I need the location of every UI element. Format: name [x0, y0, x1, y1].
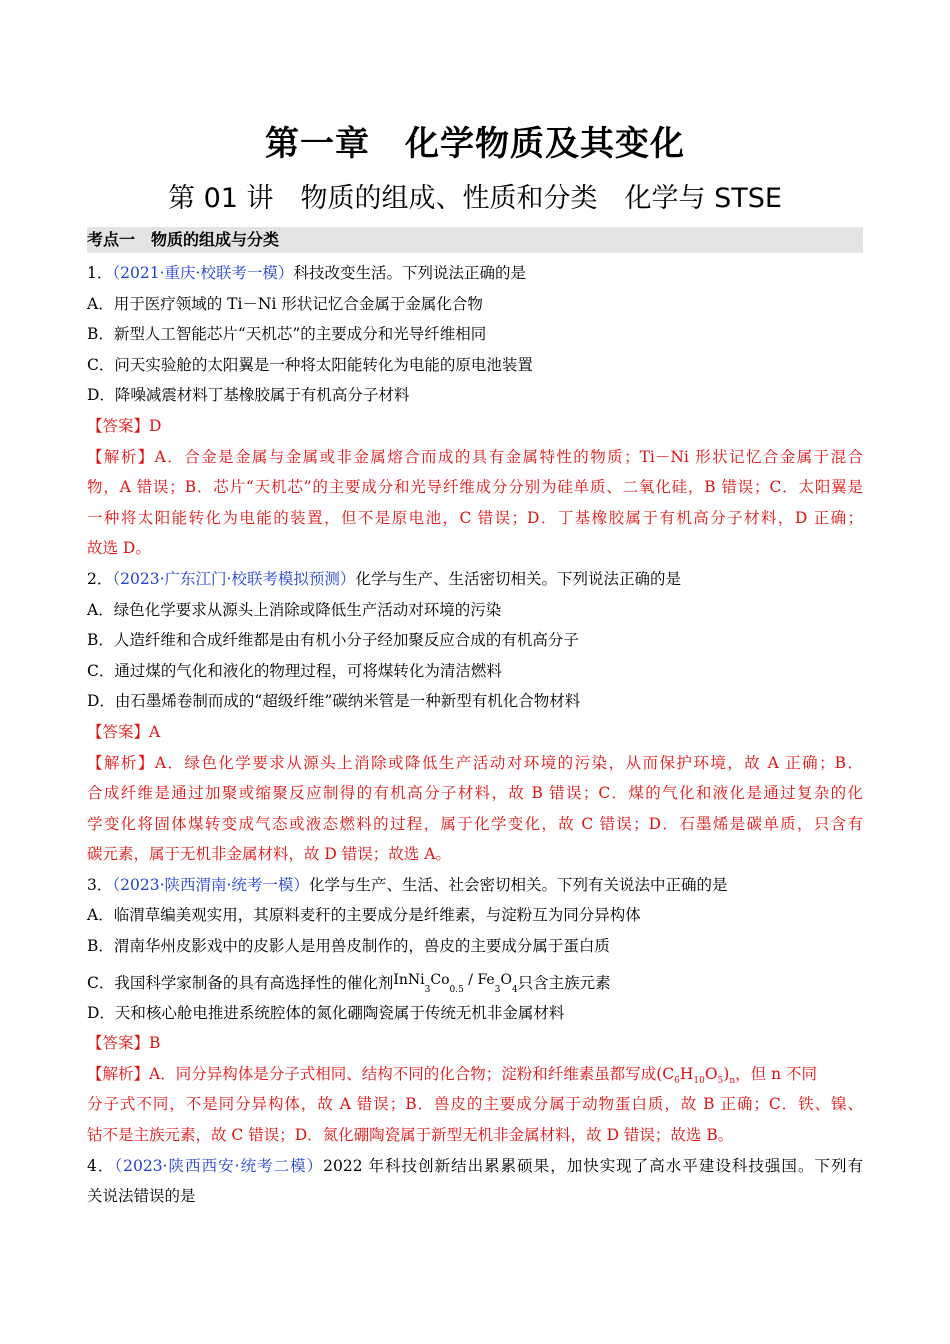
analysis-line: 一种将太阳能转化为电能的装置，但不是原电池，C 错误；D．丁基橡胶属于有机高分子材料，D 正确；: [87, 508, 863, 527]
option-c: C．问天实验舱的太阳翼是一种将太阳能转化为电能的原电池装置: [87, 355, 533, 374]
option-d: D．由石墨烯卷制而成的“超级纤维”碳纳米管是一种新型有机化合物材料: [87, 692, 581, 711]
option-b: B．渭南华州皮影戏中的皮影人是用兽皮制作的，兽皮的主要成分属于蛋白质: [87, 937, 610, 956]
question-number: 4．: [87, 1156, 115, 1175]
question-list: [87, 258, 863, 1212]
question-stem: 2022 年科技创新结出累累硕果，加快实现了高水平建设科技强国。下列有: [323, 1156, 863, 1175]
answer: 【答案】B: [87, 1034, 161, 1053]
analysis-line: 碳元素，属于无机非金属材料，故 D 错误；故选 A。: [87, 845, 451, 864]
question-stem: 化学与生产、生活密切相关。下列说法正确的是: [355, 569, 681, 588]
question-source: （2021·重庆·校联考一模）: [112, 264, 294, 282]
option-d: D．降噪减震材料丁基橡胶属于有机高分子材料: [87, 386, 410, 405]
answer: 【答案】D: [87, 416, 162, 435]
question-source: （2023·陕西西安·统考二模）: [114, 1156, 324, 1175]
option-a: A．临渭草编美观实用，其原料麦秆的主要成分是纤维素，与淀粉互为同分异构体: [87, 906, 641, 925]
option-a: A．绿色化学要求从源头上消除或降低生产活动对环境的污染: [87, 600, 502, 619]
section-header: 考点一 物质的组成与分类: [87, 227, 863, 253]
question-number: 3．: [87, 875, 113, 894]
question-4-stem: [87, 1151, 863, 1182]
catalyst-formula: $^{InNi}_3^{Co}_{0.5}$ $^{/ Fe}_3^O_4$: [393, 971, 518, 995]
analysis-line: 分子式不同，不是同分异构体，故 A 错误；B．兽皮的主要成分属于动物蛋白质，故 B 正确；C．铁、镍、: [87, 1095, 863, 1114]
question-number: 2．: [87, 569, 113, 588]
option-b: B．新型人工智能芯片“天机芯”的主要成分和光导纤维相同: [87, 325, 487, 344]
analysis-line: 【解析】A．绿色化学要求从源头上消除或降低生产活动对环境的污染，从而保护环境，故 A 正确；B．: [87, 753, 863, 772]
question-number: 1．: [87, 264, 113, 282]
analysis-line: 故选 D。: [87, 539, 151, 558]
chapter-title: 第一章 化学物质及其变化: [265, 124, 685, 164]
question-stem: 化学与生产、生活、社会密切相关。下列有关说法中正确的是: [308, 875, 728, 894]
analysis-line: 【解析】A．合金是金属与金属或非金属熔合而成的具有金属特性的物质；Ti－Ni 形状记忆合金属于混合: [87, 447, 863, 466]
question-1-stem: [87, 258, 863, 289]
answer: 【答案】A: [87, 722, 161, 741]
question-source: （2023·广东江门·校联考模拟预测）: [112, 569, 356, 588]
question-4-stem-cont: 关说法错误的是: [87, 1187, 196, 1206]
analysis-line: 【解析】A．同分异构体是分子式相同、结构不同的化合物；淀粉和纤维素虽都写成$(C_6H_{10}O_5)_n$，但 n 不同: [87, 1064, 817, 1086]
analysis-line: 钴不是主族元素，故 C 错误；D．氮化硼陶瓷属于新型无机非金属材料，故 D 错误；故选 B。: [87, 1126, 734, 1145]
question-3-stem: [87, 870, 863, 901]
analysis-line: 学变化将固体煤转变成气态或液态燃料的过程，属于化学变化，故 C 错误；D．石墨烯是碳单质，只含有: [87, 814, 863, 833]
question-source: （2023·陕西渭南·统考一模）: [112, 875, 309, 894]
option-b: B．人造纤维和合成纤维都是由有机小分子经加聚反应合成的有机高分子: [87, 631, 579, 650]
option-a: A．用于医疗领域的 Ti－Ni 形状记忆合金属于金属化合物: [87, 294, 483, 313]
analysis-line: 合成纤维是通过加聚或缩聚反应制得的有机高分子材料，故 B 错误；C．煤的气化和液化是通过复杂的化: [87, 784, 863, 803]
lesson-title: 第 01 讲 物质的组成、性质和分类 化学与 STSE: [168, 183, 782, 214]
analysis-line: 物，A 错误；B．芯片“天机芯”的主要成分和光导纤维成分分别为硅单质、二氧化硅，B 错误；C．太阳翼是: [87, 478, 863, 497]
option-c: C．我国科学家制备的具有高选择性的催化剂$^{InNi}_3^{Co}_{0.5}$ $^{/ Fe}_3^O_4$只含主族元素: [87, 971, 611, 995]
question-2-stem: [87, 564, 863, 595]
option-d: D．天和核心舱电推进系统腔体的氮化硼陶瓷属于传统无机非金属材料: [87, 1003, 565, 1022]
option-c: C．通过煤的气化和液化的物理过程，可将煤转化为清洁燃料: [87, 661, 502, 680]
question-stem: 科技改变生活。下列说法正确的是: [293, 264, 526, 282]
